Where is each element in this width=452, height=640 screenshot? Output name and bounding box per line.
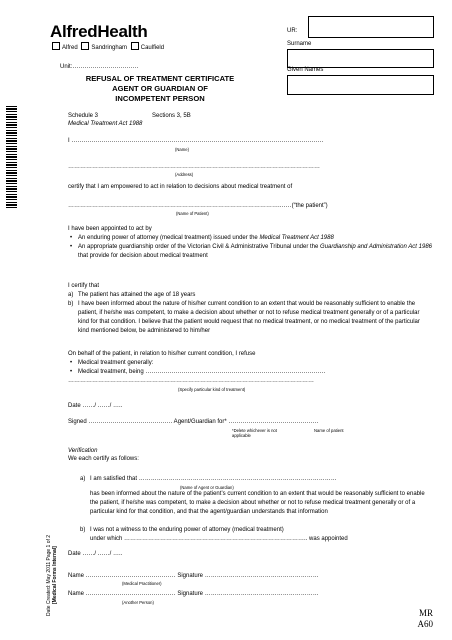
campus-checkbox-alfred[interactable] — [52, 42, 60, 50]
certify-item: a) The patient has attained the age of 18 years — [68, 292, 196, 298]
campus-label: Sandringham — [91, 45, 128, 51]
address-caption: (Address) — [175, 172, 194, 177]
form-title — [60, 74, 260, 104]
another-person-caption: (Another Person) — [122, 600, 154, 605]
barcode — [6, 106, 17, 210]
signed-line[interactable]: Signed …………………………………… Agent/Guardian for* ……………………………………… — [68, 419, 319, 425]
title-line: AGENT OR GUARDIAN OF — [112, 84, 208, 93]
verify-a-text: has been informed about the nature of the patient’s current condition to an extent that would be reasonably sufficient to enable the patient, if he/she was competent, to make a decision about whether or not to refuse medical treatment generally or of a particular kind for that condition, and that the agent/guardian understands that information — [90, 491, 425, 515]
ur-label: UR: — [287, 28, 298, 34]
side-date-text: Date Created: May 2011 Page 1 of 2 — [46, 534, 52, 616]
unit-field[interactable]: Unit:…………………………… — [60, 64, 139, 70]
name-caption: (Name) — [175, 147, 189, 152]
date-field-1[interactable]: Date ……/ ……/ ….. — [68, 403, 123, 409]
certify-item: b) I have been informed about the nature of his/her current condition to an extent that would be reasonably sufficient to enable the patient, if he/she was competent, to make a decision about whether or not to refuse medical treatment generally or of a particular kind for that condition. I believe that the patient would request that no medical treatment, or no medical treatment of the particular kind mentioned below, be administered to him/her — [68, 301, 420, 334]
form-code — [407, 608, 433, 630]
patient-name-caption-2: Name of patient — [314, 428, 344, 433]
patient-name-line[interactable]: …………………………………………………………………………………………….……(“the patient”) — [68, 203, 328, 209]
appointed-item-epoa: • An enduring power of attorney (medical treatment) issued under the Medical Treatment Act 1988 — [68, 234, 432, 243]
campus-checkbox-caulfield[interactable] — [131, 42, 139, 50]
appointed-person-line[interactable]: under which ……………………………………………………………………………….. was appointed — [90, 536, 348, 542]
another-name-signature-line[interactable]: Name ……………………………………… Signature ………………………………………………… — [68, 591, 319, 597]
delete-note: *Delete whichever is not applicable — [232, 428, 277, 438]
agent-name-line[interactable]: I am satisfied that ……………………………………………………………………………………… — [90, 476, 337, 482]
title-line: INCOMPETENT PERSON — [115, 94, 205, 103]
campus-label: Alfred — [62, 45, 78, 51]
sections-label: Sections 3, 5B — [152, 113, 191, 119]
given-names-field[interactable] — [287, 75, 434, 95]
side-forms-text: [Medical Forms Internal] — [52, 546, 58, 604]
practitioner-name-signature-line[interactable]: Name ……………………………………… Signature ………………………………………………… — [68, 573, 319, 579]
appointed-section — [68, 225, 432, 261]
given-names-label: Given Names — [287, 67, 324, 73]
certify-section — [68, 282, 426, 336]
schedule-label: Schedule 3 — [68, 113, 99, 119]
refuse-item-general: • Medical treatment generally: — [68, 359, 432, 368]
name-line[interactable]: I ……………………………………………………………………………………………………………… — [68, 138, 324, 144]
campus-checkbox-sandringham[interactable] — [81, 42, 89, 50]
appointed-item-guardianship: • An appropriate guardianship order of the Victorian Civil & Administrative Tribunal under the Guardianship and Administration Act 1986 that provide for decision about medical treatment — [68, 243, 432, 261]
ur-field[interactable] — [308, 16, 434, 38]
appointed-intro: I have been appointed to act by — [68, 226, 152, 232]
surname-label: Surname — [287, 41, 312, 47]
campus-label: Caulfield — [140, 45, 165, 51]
campus-list — [52, 42, 164, 53]
certify-intro: I certify that — [68, 283, 100, 289]
address-line[interactable]: ……………………………………………………………………………………………………………… — [68, 164, 320, 170]
verify-a: a) I am satisfied that ……………………………………………………………………………………… — [80, 476, 337, 482]
each-certify-text: We each certify as follows: — [68, 456, 139, 462]
date-field-2[interactable]: Date ……/ ……/ ….. — [68, 551, 123, 557]
certify-empowered-text: certify that I am empowered to act in relation to decisions about medical treatment of — [68, 184, 293, 190]
patient-name-caption: (Name of Patient) — [176, 211, 209, 216]
refuse-item-particular[interactable]: • Medical treatment, being ……………………………………………………………………………… — [68, 368, 432, 377]
form-code-line: MR — [418, 608, 433, 618]
specify-caption: (Specify particular kind of treatment) — [178, 387, 246, 392]
act-label: Medical Treatment Act 1988 — [68, 121, 143, 127]
verify-b: b) I was not a witness to the enduring power of attorney (medical treatment) under which ……………………………………………………………………………….. was appointed — [80, 526, 430, 544]
agent-caption: (Name of Agent or Guardian) — [180, 485, 234, 490]
refuse-section — [68, 350, 432, 377]
alfred-health-logo: AlfredHealth — [50, 22, 148, 41]
form-code-line: A60 — [417, 619, 433, 629]
specify-line[interactable]: …………………………………………………………………………………………………………… — [68, 378, 314, 384]
title-line: REFUSAL OF TREATMENT CERTIFICATE — [85, 74, 235, 83]
verification-heading: Verification — [68, 448, 98, 454]
practitioner-caption: (Medical Practitioner) — [122, 581, 162, 586]
refuse-intro: On behalf of the patient, in relation to his/her current condition, I refuse — [68, 351, 256, 357]
